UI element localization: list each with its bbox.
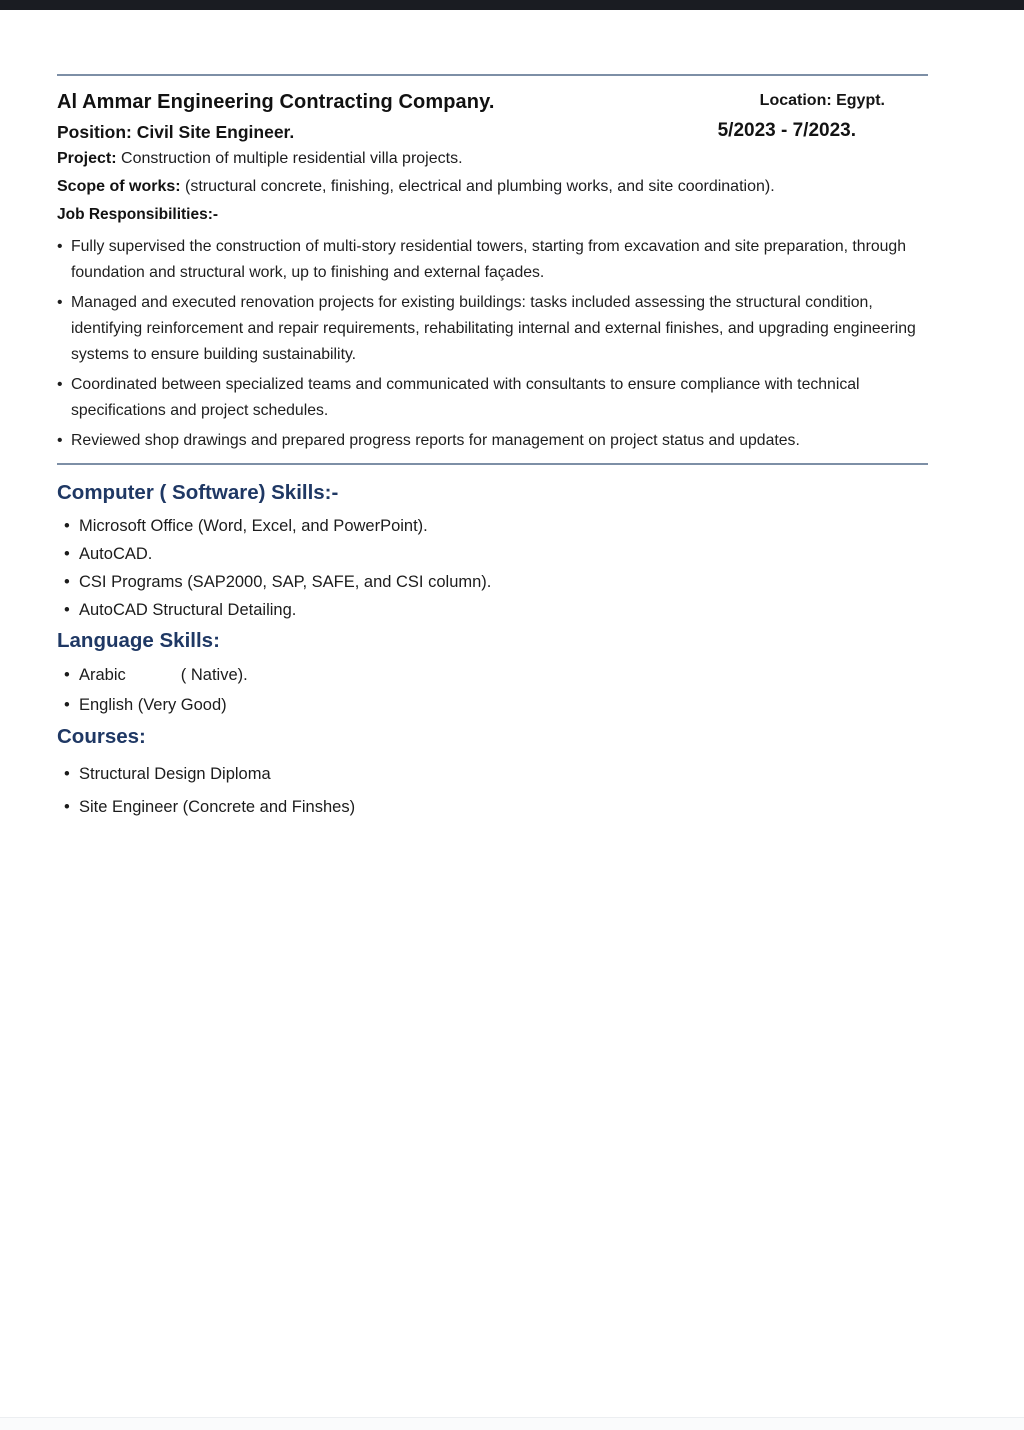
language-skills-list (57, 660, 935, 720)
responsibility-item: • Coordinated between specialized teams and communicated with consultants to ensure compliance with technical specifications and project schedules. (57, 372, 935, 424)
position-title: Position: Civil Site Engineer. (57, 122, 295, 142)
project-text: Construction of multiple residential villa projects. (116, 150, 463, 167)
course-item: • Site Engineer (Concrete and Finshes) (57, 791, 935, 824)
project-row (57, 147, 935, 171)
scope-row (57, 175, 935, 199)
position-row (57, 119, 935, 145)
course-item: • Structural Design Diploma (57, 758, 935, 791)
section-title-courses: Courses: (57, 725, 146, 748)
skill-item: • AutoCAD. (57, 540, 935, 568)
company-name: Al Ammar Engineering Contracting Company. (57, 91, 495, 113)
skill-item: • AutoCAD Structural Detailing. (57, 596, 935, 624)
language-item: • Arabic ( Native). (57, 660, 935, 690)
section-title-language-skills: Language Skills: (57, 629, 220, 652)
language-item: • English (Very Good) (57, 690, 935, 720)
project-label: Project: (57, 150, 117, 167)
courses-list (57, 758, 935, 824)
scope-text: (structural concrete, finishing, electrical and plumbing works, and site coordination). (180, 178, 775, 195)
page-bottom-edge (0, 1417, 1024, 1430)
location-text: Location: Egypt. (759, 92, 885, 109)
experience-header (57, 89, 935, 116)
resume-content (57, 10, 935, 824)
responsibilities-heading: Job Responsibilities:- (57, 206, 219, 223)
viewer-top-bar (0, 0, 1024, 10)
scope-label: Scope of works: (57, 178, 181, 195)
responsibilities-list (57, 234, 935, 454)
computer-skills-list (57, 512, 935, 624)
skill-item: • CSI Programs (SAP2000, SAP, SAFE, and CSI column). (57, 568, 935, 596)
section-divider-top (57, 74, 928, 76)
responsibility-item: • Managed and executed renovation projects for existing buildings: tasks included assessing the structural condition, identifying reinforcement and repair requirements, rehabilitating internal and external finishes, and upgrading engineering systems to ensure building sustainability. (57, 290, 935, 368)
employment-dates: 5/2023 - 7/2023. (717, 120, 856, 141)
responsibility-item: • Fully supervised the construction of multi-story residential towers, starting from excavation and site preparation, through foundation and structural work, up to finishing and external façades. (57, 234, 935, 286)
section-divider-mid (57, 463, 928, 465)
responsibility-item: • Reviewed shop drawings and prepared progress reports for management on project status and updates. (57, 428, 935, 454)
skill-item: • Microsoft Office (Word, Excel, and PowerPoint). (57, 512, 935, 540)
section-title-computer-skills: Computer ( Software) Skills:- (57, 481, 339, 504)
